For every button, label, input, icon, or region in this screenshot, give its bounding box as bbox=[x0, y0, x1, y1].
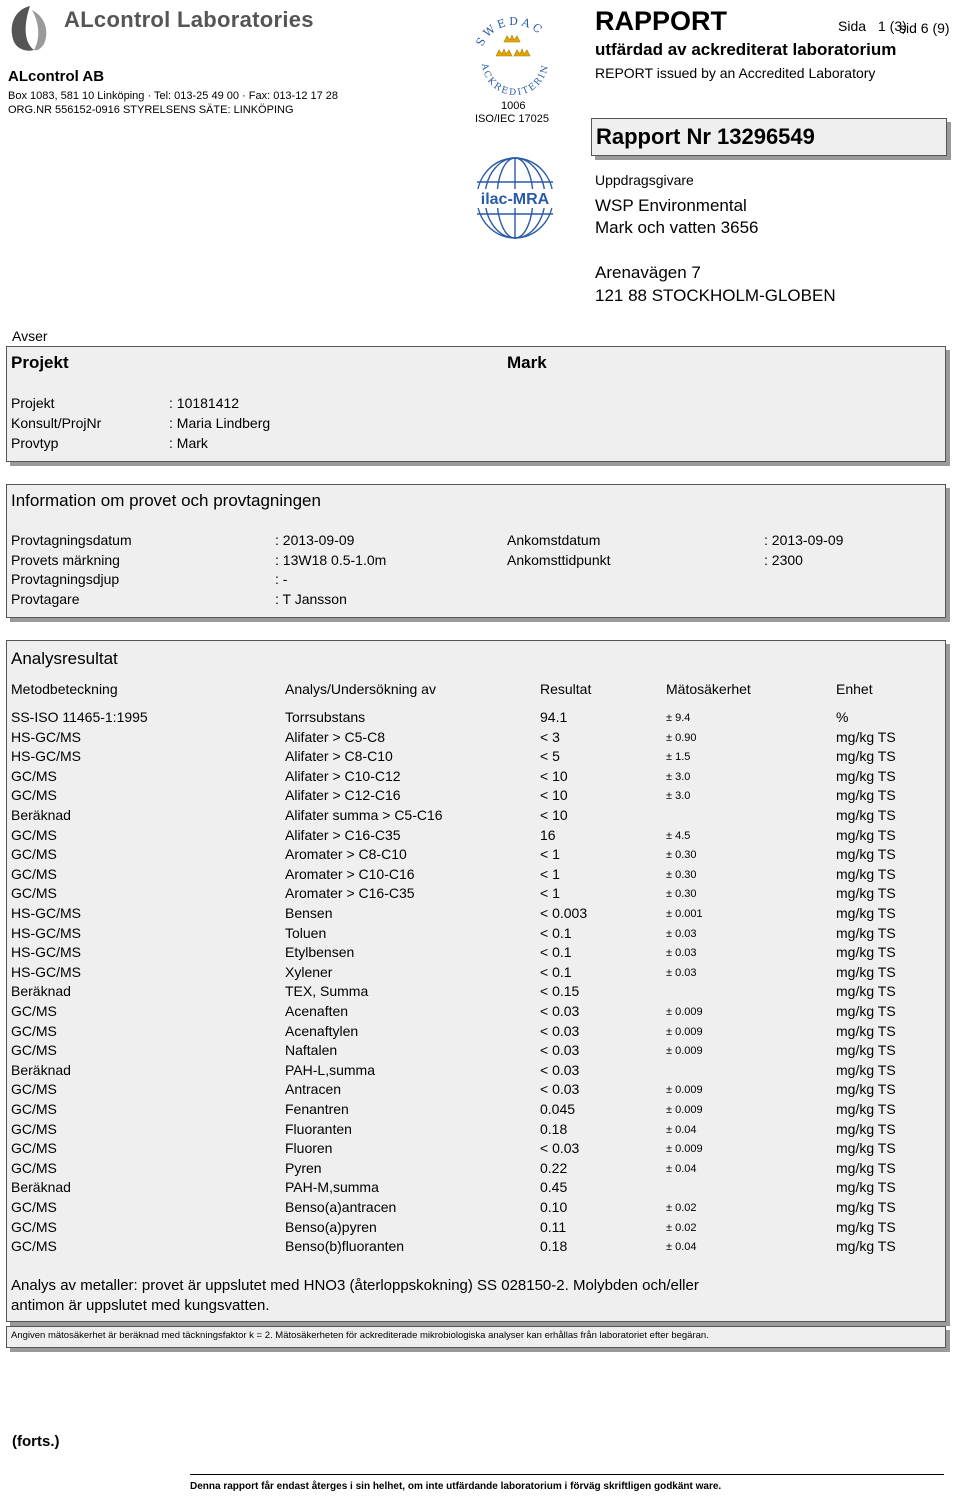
accreditation-number: 1006 bbox=[501, 100, 526, 112]
subtitle-sv: utfärdad av ackrediterat laboratorium bbox=[595, 40, 897, 59]
cell-method: GC/MS bbox=[11, 846, 57, 863]
cell-result: 0.45 bbox=[540, 1179, 568, 1196]
results-table-body bbox=[7, 709, 945, 1269]
cell-result: < 5 bbox=[540, 748, 560, 765]
cell-uncertainty: ± 0.30 bbox=[666, 868, 697, 881]
cell-result: < 0.03 bbox=[540, 1061, 580, 1078]
table-row bbox=[7, 905, 945, 925]
cell-uncertainty: ± 4.5 bbox=[666, 829, 691, 842]
col-header-method: Metodbeteckning bbox=[11, 681, 118, 697]
cell-uncertainty: ± 0.03 bbox=[666, 947, 697, 960]
cell-unit: mg/kg TS bbox=[836, 924, 896, 941]
cell-unit: mg/kg TS bbox=[836, 1140, 896, 1157]
client-dept: Mark och vatten 3656 bbox=[595, 218, 759, 237]
cell-analysis: Toluen bbox=[285, 924, 327, 941]
cell-uncertainty: ± 0.009 bbox=[666, 1084, 703, 1097]
ilac-text: ilac-MRA bbox=[480, 191, 550, 208]
report-title: RAPPORT bbox=[595, 6, 728, 36]
avser-label: Avser bbox=[12, 328, 48, 344]
continued-label: (forts.) bbox=[12, 1433, 60, 1450]
cell-result: < 0.03 bbox=[540, 1081, 580, 1098]
cell-method: GC/MS bbox=[11, 787, 57, 804]
info-left-2-label: Provtagningsdjup bbox=[11, 571, 120, 587]
cell-result: < 1 bbox=[540, 885, 560, 902]
col-header-uncertainty: Mätosäkerhet bbox=[666, 681, 751, 697]
table-row bbox=[7, 925, 945, 945]
cell-unit: mg/kg TS bbox=[836, 983, 896, 1000]
info-left-0-value: : 2013-09-09 bbox=[275, 532, 355, 548]
svg-text:SWEDAC bbox=[473, 15, 546, 48]
results-heading: Analysresultat bbox=[11, 649, 118, 668]
info-right-1-label: Ankomsttidpunkt bbox=[507, 552, 611, 568]
footer-rule bbox=[190, 1474, 944, 1475]
cell-unit: mg/kg TS bbox=[836, 807, 896, 823]
cell-unit: mg/kg TS bbox=[836, 728, 896, 745]
table-row bbox=[7, 1023, 945, 1043]
cell-analysis: PAH-L,summa bbox=[285, 1061, 375, 1078]
cell-analysis: TEX, Summa bbox=[285, 983, 369, 1000]
cell-analysis: Alifater > C10-C12 bbox=[285, 767, 401, 784]
cell-unit: mg/kg TS bbox=[836, 767, 896, 784]
cell-uncertainty: ± 1.5 bbox=[666, 751, 691, 764]
alcontrol-logo bbox=[4, 4, 56, 54]
cell-uncertainty: ± 0.03 bbox=[666, 927, 697, 940]
footnote-box bbox=[6, 1326, 946, 1348]
swedac-bottom-text: ACKREDITERIN bbox=[478, 62, 552, 98]
cell-method: HS-GC/MS bbox=[11, 963, 81, 980]
cell-method: Beräknad bbox=[11, 1061, 71, 1078]
cell-uncertainty: ± 3.0 bbox=[666, 790, 691, 803]
cell-result: 16 bbox=[540, 826, 556, 843]
cell-analysis: Benso(b)fluoranten bbox=[285, 1238, 405, 1255]
avser-row-provtyp-label: Provtyp bbox=[11, 435, 59, 451]
projekt-heading: Projekt bbox=[11, 353, 69, 372]
cell-method: HS-GC/MS bbox=[11, 905, 81, 921]
cell-result: 0.10 bbox=[540, 1199, 568, 1215]
page-overlap: sid 6 (9) bbox=[899, 20, 950, 36]
table-row bbox=[7, 748, 945, 768]
cell-uncertainty: ± 0.001 bbox=[666, 908, 703, 920]
cell-method: GC/MS bbox=[11, 865, 57, 882]
iso-standard: ISO/IEC 17025 bbox=[475, 113, 549, 125]
report-number-box bbox=[591, 118, 947, 156]
client-city: 121 88 STOCKHOLM-GLOBEN bbox=[595, 286, 836, 305]
cell-unit: mg/kg TS bbox=[836, 1003, 896, 1019]
info-right-0-label: Ankomstdatum bbox=[507, 532, 601, 548]
cell-result: 0.18 bbox=[540, 1238, 568, 1255]
cell-result: 0.22 bbox=[540, 1159, 568, 1176]
table-row bbox=[7, 983, 945, 1003]
cell-unit: mg/kg TS bbox=[836, 1120, 896, 1137]
cell-uncertainty: ± 3.0 bbox=[666, 770, 691, 783]
avser-row-projekt-label: Projekt bbox=[11, 395, 55, 411]
cell-unit: mg/kg TS bbox=[836, 787, 896, 804]
client-label: Uppdragsgivare bbox=[595, 172, 694, 188]
table-row bbox=[7, 1140, 945, 1160]
cell-method: HS-GC/MS bbox=[11, 728, 81, 745]
cell-result: < 10 bbox=[540, 807, 568, 823]
cell-unit: mg/kg TS bbox=[836, 1042, 896, 1059]
table-row bbox=[7, 709, 945, 729]
table-row bbox=[7, 1179, 945, 1199]
cell-result: < 1 bbox=[540, 846, 560, 863]
cell-uncertainty: ± 0.30 bbox=[666, 888, 697, 901]
report-number: Rapport Nr 13296549 bbox=[596, 124, 815, 149]
cell-method: GC/MS bbox=[11, 1140, 57, 1157]
info-right-0-value: : 2013-09-09 bbox=[764, 532, 844, 548]
cell-method: SS-ISO 11465-1:1995 bbox=[11, 709, 148, 725]
cell-analysis: Benso(a)pyren bbox=[285, 1218, 377, 1235]
table-row bbox=[7, 1003, 945, 1023]
cell-analysis: Fluoranten bbox=[285, 1120, 352, 1137]
cell-unit: mg/kg TS bbox=[836, 846, 896, 863]
cell-analysis: Antracen bbox=[285, 1081, 342, 1098]
cell-uncertainty: ± 0.009 bbox=[666, 1025, 703, 1038]
info-left-1-value: : 13W18 0.5-1.0m bbox=[275, 552, 387, 568]
lab-logo-name: ALcontrol Laboratories bbox=[64, 7, 314, 32]
footnote-text: Angiven mätosäkerhet är beräknad med täckningsfaktor k = 2. Mätosäkerheten för ackrediterade mikrobiologiska analyser kan erhållas från laboratoriet efter begäran. bbox=[11, 1330, 709, 1341]
cell-analysis: Acenaften bbox=[285, 1003, 349, 1019]
info-left-3-label: Provtagare bbox=[11, 591, 80, 607]
page-value: 1 (3) bbox=[878, 18, 907, 34]
cell-unit: mg/kg TS bbox=[836, 865, 896, 882]
cell-uncertainty: ± 0.02 bbox=[666, 1221, 697, 1234]
cell-method: GC/MS bbox=[11, 1120, 57, 1137]
cell-method: HS-GC/MS bbox=[11, 944, 81, 961]
info-heading: Information om provet och provtagningen bbox=[11, 491, 321, 510]
cell-analysis: Alifater > C8-C10 bbox=[285, 748, 393, 765]
info-left-0-label: Provtagningsdatum bbox=[11, 532, 132, 548]
info-left-3-value: : T Jansson bbox=[275, 591, 347, 607]
cell-analysis: Aromater > C10-C16 bbox=[285, 865, 415, 882]
results-note-line1: Analys av metaller: provet är uppslutet med HNO3 (återloppskokning) SS 028150-2. Molybden och/eller bbox=[11, 1277, 699, 1294]
table-row bbox=[7, 768, 945, 788]
cell-result: 94.1 bbox=[540, 709, 568, 725]
results-note-line2: antimon är uppslutet med kungsvatten. bbox=[11, 1297, 270, 1314]
table-row bbox=[7, 1101, 945, 1121]
cell-uncertainty: ± 0.30 bbox=[666, 849, 697, 862]
cell-method: GC/MS bbox=[11, 1081, 57, 1098]
lab-org: ORG.NR 556152-0916 STYRELSENS SÄTE: LINKÖPING bbox=[8, 104, 294, 116]
cell-unit: % bbox=[836, 709, 849, 725]
page-label: Sida bbox=[838, 18, 867, 34]
cell-analysis: Aromater > C8-C10 bbox=[285, 846, 407, 863]
cell-uncertainty: ± 0.009 bbox=[666, 1006, 703, 1018]
cell-result: < 10 bbox=[540, 787, 568, 804]
cell-method: GC/MS bbox=[11, 885, 57, 902]
cell-unit: mg/kg TS bbox=[836, 944, 896, 961]
client-street: Arenavägen 7 bbox=[595, 263, 701, 282]
cell-method: GC/MS bbox=[11, 1042, 57, 1059]
cell-uncertainty: ± 0.04 bbox=[666, 1123, 697, 1136]
table-row bbox=[7, 866, 945, 886]
info-box bbox=[6, 484, 946, 618]
cell-result: < 0.1 bbox=[540, 963, 572, 980]
leaf-logo-icon bbox=[4, 4, 56, 54]
cell-result: < 10 bbox=[540, 767, 568, 784]
table-row bbox=[7, 1238, 945, 1258]
cell-result: < 0.03 bbox=[540, 1022, 580, 1039]
cell-result: < 0.1 bbox=[540, 944, 572, 961]
cell-result: 0.18 bbox=[540, 1120, 568, 1137]
table-row bbox=[7, 1219, 945, 1239]
cell-unit: mg/kg TS bbox=[836, 1179, 896, 1196]
ilac-mra-logo bbox=[470, 152, 560, 244]
cell-analysis: Alifater > C12-C16 bbox=[285, 787, 401, 804]
cell-method: GC/MS bbox=[11, 767, 57, 784]
cell-analysis: Xylener bbox=[285, 963, 333, 980]
info-left-2-value: : - bbox=[275, 571, 288, 587]
ilac-globe-icon bbox=[470, 152, 560, 244]
cell-analysis: Benso(a)antracen bbox=[285, 1199, 397, 1215]
cell-analysis: Bensen bbox=[285, 905, 333, 921]
table-row bbox=[7, 729, 945, 749]
cell-method: GC/MS bbox=[11, 1159, 57, 1176]
cell-method: GC/MS bbox=[11, 1218, 57, 1235]
table-row bbox=[7, 1062, 945, 1082]
cell-analysis: Naftalen bbox=[285, 1042, 338, 1059]
col-header-analysis: Analys/Undersökning av bbox=[285, 681, 436, 697]
cell-result: < 0.003 bbox=[540, 905, 588, 921]
cell-unit: mg/kg TS bbox=[836, 885, 896, 902]
cell-uncertainty: ± 0.02 bbox=[666, 1202, 697, 1214]
table-row bbox=[7, 1199, 945, 1219]
avser-row-projekt-value: : 10181412 bbox=[169, 395, 240, 411]
cell-analysis: Pyren bbox=[285, 1159, 322, 1176]
cell-method: Beräknad bbox=[11, 983, 71, 1000]
cell-unit: mg/kg TS bbox=[836, 1218, 896, 1235]
cell-analysis: Etylbensen bbox=[285, 944, 355, 961]
cell-result: < 3 bbox=[540, 728, 560, 745]
lab-company: ALcontrol AB bbox=[8, 68, 105, 85]
cell-uncertainty: ± 0.03 bbox=[666, 966, 697, 979]
cell-result: < 1 bbox=[540, 865, 560, 882]
cell-uncertainty: ± 0.009 bbox=[666, 1143, 703, 1156]
cell-method: GC/MS bbox=[11, 1022, 57, 1039]
table-row bbox=[7, 1081, 945, 1101]
avser-box bbox=[6, 346, 946, 462]
cell-result: 0.045 bbox=[540, 1101, 576, 1117]
cell-unit: mg/kg TS bbox=[836, 1238, 896, 1255]
table-row bbox=[7, 1121, 945, 1141]
cell-analysis: Fenantren bbox=[285, 1101, 349, 1117]
cell-unit: mg/kg TS bbox=[836, 1101, 896, 1117]
cell-method: GC/MS bbox=[11, 826, 57, 843]
swedac-seal bbox=[470, 12, 560, 98]
cell-result: < 0.15 bbox=[540, 983, 580, 1000]
results-box bbox=[6, 640, 946, 1322]
swedac-crowns-icon bbox=[470, 12, 560, 98]
cell-method: GC/MS bbox=[11, 1003, 57, 1019]
cell-result: < 0.03 bbox=[540, 1140, 580, 1157]
cell-uncertainty: ± 0.90 bbox=[666, 731, 697, 744]
cell-uncertainty: ± 9.4 bbox=[666, 712, 691, 724]
cell-method: HS-GC/MS bbox=[11, 924, 81, 941]
cell-analysis: Alifater > C5-C8 bbox=[285, 728, 385, 745]
cell-analysis: PAH-M,summa bbox=[285, 1179, 379, 1196]
table-row bbox=[7, 846, 945, 866]
col-header-result: Resultat bbox=[540, 681, 592, 697]
table-row bbox=[7, 885, 945, 905]
cell-analysis: Alifater > C16-C35 bbox=[285, 826, 401, 843]
cell-result: < 0.03 bbox=[540, 1042, 580, 1059]
mark-heading: Mark bbox=[507, 353, 547, 372]
avser-row-provtyp-value: : Mark bbox=[169, 435, 208, 451]
table-row bbox=[7, 944, 945, 964]
col-header-unit: Enhet bbox=[836, 681, 873, 697]
cell-unit: mg/kg TS bbox=[836, 1061, 896, 1078]
cell-method: GC/MS bbox=[11, 1199, 57, 1215]
cell-analysis: Alifater summa > C5-C16 bbox=[285, 807, 443, 823]
cell-uncertainty: ± 0.04 bbox=[666, 1162, 697, 1175]
table-row bbox=[7, 787, 945, 807]
cell-unit: mg/kg TS bbox=[836, 826, 896, 843]
cell-unit: mg/kg TS bbox=[836, 1159, 896, 1176]
avser-row-konsult-label: Konsult/ProjNr bbox=[11, 415, 102, 431]
table-row bbox=[7, 1042, 945, 1062]
cell-result: 0.11 bbox=[540, 1218, 567, 1235]
info-right-1-value: : 2300 bbox=[764, 552, 803, 568]
cell-uncertainty: ± 0.04 bbox=[666, 1241, 697, 1254]
cell-analysis: Torrsubstans bbox=[285, 709, 366, 725]
cell-unit: mg/kg TS bbox=[836, 1199, 896, 1215]
cell-method: HS-GC/MS bbox=[11, 748, 81, 765]
cell-method: Beräknad bbox=[11, 1179, 71, 1196]
cell-result: < 0.03 bbox=[540, 1003, 580, 1019]
swedac-top-text: SWEDAC bbox=[473, 14, 547, 49]
info-left-1-label: Provets märkning bbox=[11, 552, 120, 568]
client-name: WSP Environmental bbox=[595, 196, 747, 215]
cell-uncertainty: ± 0.009 bbox=[666, 1104, 703, 1116]
cell-unit: mg/kg TS bbox=[836, 963, 896, 980]
cell-uncertainty: ± 0.009 bbox=[666, 1045, 703, 1058]
table-row bbox=[7, 1160, 945, 1180]
cell-result: < 0.1 bbox=[540, 924, 572, 941]
table-row bbox=[7, 807, 945, 827]
footer-text: Denna rapport får endast återges i sin helhet, om inte utfärdande laboratorium i förväg skriftligen godkänt ware. bbox=[190, 1481, 722, 1492]
lab-address: Box 1083, 581 10 Linköping · Tel: 013-25 49 00 · Fax: 013-12 17 28 bbox=[8, 90, 339, 102]
subtitle-en: REPORT issued by an Accredited Laboratory bbox=[595, 65, 876, 81]
cell-analysis: Aromater > C16-C35 bbox=[285, 885, 415, 902]
avser-row-konsult-value: : Maria Lindberg bbox=[169, 415, 271, 431]
cell-analysis: Fluoren bbox=[285, 1140, 333, 1157]
cell-method: GC/MS bbox=[11, 1238, 57, 1255]
cell-analysis: Acenaftylen bbox=[285, 1022, 359, 1039]
cell-unit: mg/kg TS bbox=[836, 905, 896, 921]
cell-method: Beräknad bbox=[11, 807, 71, 823]
cell-unit: mg/kg TS bbox=[836, 1022, 896, 1039]
table-row bbox=[7, 827, 945, 847]
table-row bbox=[7, 964, 945, 984]
cell-unit: mg/kg TS bbox=[836, 748, 896, 765]
cell-method: GC/MS bbox=[11, 1101, 57, 1117]
cell-unit: mg/kg TS bbox=[836, 1081, 896, 1098]
results-header-row bbox=[7, 681, 945, 701]
